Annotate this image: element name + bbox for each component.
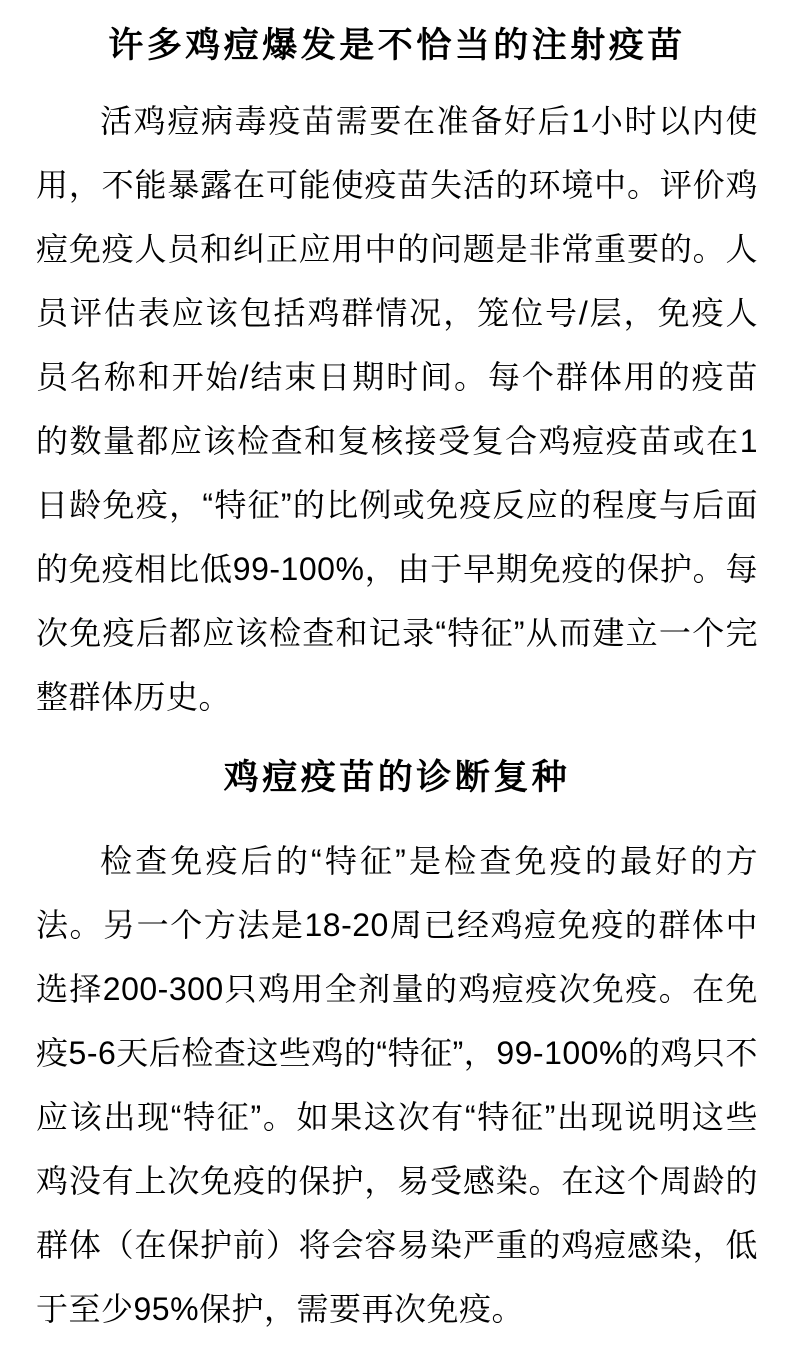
paragraph-take-check: 检查免疫后的“特征”是检查免疫的最好的方法。另一个方法是18-20周已经鸡痘免疫的群体中选择200-300只鸡用全剂量的鸡痘疫次免疫。在免疫5-6天后检查这些鸡的“特征”，99-100%的鸡只不应该出现“特征”。如果这次有“特征”出现说明这些鸡没有上次免疫的保护，易受感染。在这个周龄的群体（在保护前）将会容易染严重的鸡痘感染，低于至少95%保护，需要再次免疫。	[36, 843, 758, 1327]
section-heading-improper-vaccination: 许多鸡痘爆发是不恰当的注射疫苗	[108, 26, 686, 65]
section-heading-diagnostic-revaccination: 鸡痘疫苗的诊断复种	[223, 758, 571, 797]
paragraph-vaccine-handling: 活鸡痘病毒疫苗需要在准备好后1小时以内使用，不能暴露在可能使疫苗失活的环境中。评价鸡痘免疫人员和纠正应用中的问题是非常重要的。人员评估表应该包括鸡群情况，笼位号/层，免疫人员名称和开始/结束日期时间。每个群体用的疫苗的数量都应该检查和复核接受复合鸡痘疫苗或在1日龄免疫，“特征”的比例或免疫反应的程度与后面的免疫相比低99-100%，由于早期免疫的保护。每次免疫后都应该检查和记录“特征”从而建立一个完整群体历史。	[36, 103, 758, 715]
